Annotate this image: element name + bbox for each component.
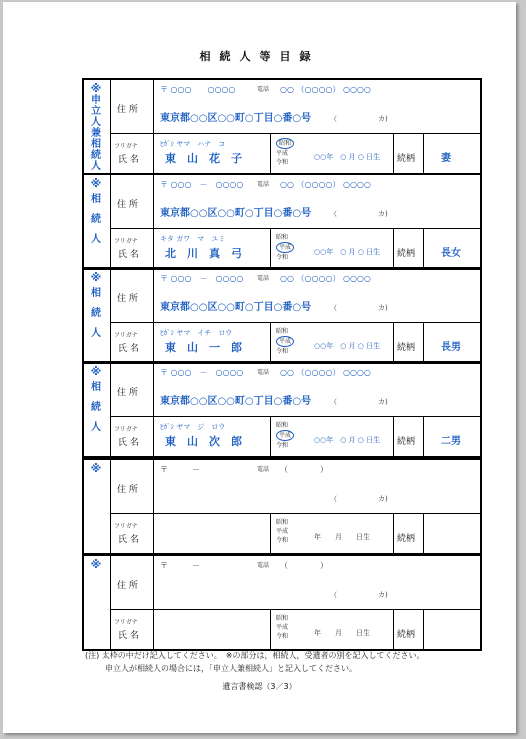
era-showa: 昭和 <box>276 328 289 335</box>
heir-type-cell <box>82 458 110 553</box>
seal-mark: カ) <box>378 591 388 599</box>
furigana-value: ﾋｶﾞｼ ヤマ ジ ロウ <box>160 423 226 431</box>
heir-entry <box>82 78 482 173</box>
asterisk-mark: ※ <box>90 365 102 378</box>
table-border-right <box>480 554 482 651</box>
furigana-label: フリガナ <box>114 143 138 150</box>
rule-relation-left <box>393 133 394 173</box>
table-border-top <box>82 554 482 556</box>
postal-code: 〒 － <box>160 465 200 474</box>
table-border-right <box>480 78 482 175</box>
birth-date: 年 月 日生 <box>314 629 370 637</box>
heir-entry <box>82 458 482 553</box>
rule-era <box>270 228 271 268</box>
rule-relation-left <box>393 609 394 649</box>
birth-date: ○○年 ○ 月 ○ 日生 <box>314 248 381 256</box>
postal-code: 〒 ○○○ － ○○○○ <box>160 368 244 377</box>
furigana-value: ﾋｶﾞｼ ヤマ ハナ コ <box>160 140 226 148</box>
table-border-top <box>82 78 482 80</box>
rule-label <box>153 458 154 553</box>
name-label: 氏 名 <box>118 155 139 165</box>
furigana-label: フリガナ <box>114 523 138 530</box>
table-border-right <box>480 173 482 270</box>
postal-code: 〒 ○○○ － ○○○○ <box>160 274 244 283</box>
seal-mark: カ) <box>378 304 388 312</box>
heir-type-text: 相 続 人 <box>91 288 101 339</box>
relation-value: 長女 <box>441 248 461 259</box>
phone-number: （ ） <box>280 465 328 474</box>
note-line-2: 申立人が相続人の場合には，「申立人兼相続人」と記入してください。 <box>105 664 357 673</box>
name-label: 氏 名 <box>118 250 139 260</box>
era-reiwa: 令和 <box>276 537 289 544</box>
furigana-value: ﾋｶﾞｼ ヤマ イチ ロウ <box>160 329 233 337</box>
table-border-top <box>82 458 482 460</box>
rule-side <box>110 78 111 173</box>
rule-label <box>153 78 154 173</box>
rule-row <box>110 322 482 323</box>
rule-side <box>110 267 111 362</box>
name-value: 東 山 花 子 <box>165 152 242 165</box>
birth-date: ○○年 ○ 月 ○ 日生 <box>314 342 381 350</box>
era-options <box>276 138 294 167</box>
era-reiwa: 令和 <box>276 254 289 261</box>
era-reiwa: 令和 <box>276 633 289 640</box>
era-options <box>276 518 288 545</box>
seal-mark: カ) <box>378 495 388 503</box>
table-border-right <box>480 361 482 458</box>
table-border-right <box>480 458 482 555</box>
asterisk-mark: ※ <box>90 462 102 475</box>
asterisk-mark: ※ <box>90 271 102 284</box>
relation-label: 続柄 <box>397 534 416 544</box>
rule-era <box>270 609 271 649</box>
rule-era <box>270 133 271 173</box>
document-page <box>3 2 516 733</box>
phone-label: 電話 <box>257 181 270 188</box>
asterisk-mark: ※ <box>90 558 102 571</box>
phone-label: 電話 <box>257 86 270 93</box>
era-showa: 昭和 <box>276 422 289 429</box>
era-heisei: 平成 <box>276 430 294 441</box>
relation-label: 続柄 <box>397 343 416 353</box>
rule-relation-right <box>423 133 424 173</box>
rule-relation-left <box>393 228 394 268</box>
phone-label: 電話 <box>257 562 270 569</box>
era-heisei: 平成 <box>276 528 289 535</box>
rule-side <box>110 554 111 649</box>
phone-label: 電話 <box>257 369 270 376</box>
era-heisei: 平成 <box>276 150 289 157</box>
name-label: 氏 名 <box>118 631 139 641</box>
table-border-top <box>82 361 482 363</box>
phone-number: ○○ （○○○○） ○○○○ <box>280 368 371 377</box>
rule-label <box>153 267 154 362</box>
heir-type-text: 相 続 人 <box>91 382 101 433</box>
address-label: 住 所 <box>117 485 138 495</box>
rule-era <box>270 513 271 553</box>
era-reiwa: 令和 <box>276 159 289 166</box>
rule-row <box>110 228 482 229</box>
rule-relation-right <box>423 322 424 362</box>
rule-label <box>153 173 154 268</box>
rule-relation-left <box>393 513 394 553</box>
postal-code: 〒 － <box>160 561 200 570</box>
heir-type-cell <box>82 173 110 268</box>
seal-bracket: （ <box>330 591 337 599</box>
era-options <box>276 327 294 356</box>
phone-number: （ ） <box>280 561 328 570</box>
heir-entry <box>82 554 482 649</box>
phone-number: ○○ （○○○○） ○○○○ <box>280 274 371 283</box>
postal-code: 〒 ○○○ － ○○○○ <box>160 180 244 189</box>
name-label: 氏 名 <box>118 344 139 354</box>
heir-type-text: 申 立 人 兼 相 続 人 <box>91 95 101 172</box>
era-heisei: 平成 <box>276 336 294 347</box>
name-label: 氏 名 <box>118 535 139 545</box>
birth-date: ○○年 ○ 月 ○ 日生 <box>314 153 381 161</box>
rule-label <box>153 361 154 456</box>
era-options <box>276 614 288 641</box>
rule-label <box>153 554 154 649</box>
seal-mark: カ) <box>378 398 388 406</box>
era-showa: 昭和 <box>276 519 289 526</box>
relation-value: 長男 <box>441 342 461 353</box>
seal-bracket: （ <box>330 398 337 406</box>
address-value: 東京都○○区○○町○丁目○番○号 <box>160 302 312 313</box>
seal-bracket: （ <box>330 115 337 123</box>
rule-relation-right <box>423 228 424 268</box>
note-line-1: (注) 太枠の中だけ記入してください。 ※の部分は，相続人，受遺者の別を記入してください。 <box>85 651 425 660</box>
relation-label: 続柄 <box>397 249 416 259</box>
asterisk-mark: ※ <box>90 82 102 95</box>
seal-bracket: （ <box>330 210 337 218</box>
era-showa: 昭和 <box>276 234 289 241</box>
era-options <box>276 233 294 262</box>
heir-type-cell <box>82 554 110 649</box>
rule-row <box>110 416 482 417</box>
rule-row <box>110 513 482 514</box>
seal-mark: カ) <box>378 115 388 123</box>
address-label: 住 所 <box>117 105 138 115</box>
era-reiwa: 令和 <box>276 348 289 355</box>
furigana-label: フリガナ <box>114 619 138 626</box>
birth-date: ○○年 ○ 月 ○ 日生 <box>314 436 381 444</box>
rule-side <box>110 458 111 553</box>
phone-label: 電話 <box>257 275 270 282</box>
relation-label: 続柄 <box>397 437 416 447</box>
seal-bracket: （ <box>330 495 337 503</box>
name-value: 北 川 真 弓 <box>165 247 242 260</box>
table-border-top <box>82 267 482 269</box>
rule-era <box>270 322 271 362</box>
name-value: 東 山 次 郎 <box>165 435 242 448</box>
era-showa: 昭和 <box>276 138 294 149</box>
heir-entry <box>82 267 482 362</box>
furigana-value: キタ ガワ マ ユミ <box>160 235 226 243</box>
rule-relation-left <box>393 416 394 456</box>
rule-side <box>110 361 111 456</box>
rule-relation-right <box>423 609 424 649</box>
address-label: 住 所 <box>117 581 138 591</box>
relation-label: 続柄 <box>397 154 416 164</box>
address-label: 住 所 <box>117 294 138 304</box>
era-heisei: 平成 <box>276 242 294 253</box>
era-heisei: 平成 <box>276 624 289 631</box>
relation-label: 続柄 <box>397 630 416 640</box>
heir-type-cell <box>82 78 110 173</box>
address-value: 東京都○○区○○町○丁目○番○号 <box>160 396 312 407</box>
heir-type-cell <box>82 361 110 456</box>
name-value: 東 山 一 郎 <box>165 341 242 354</box>
table-border-top <box>82 173 482 175</box>
rule-relation-right <box>423 513 424 553</box>
asterisk-mark: ※ <box>90 177 102 190</box>
address-label: 住 所 <box>117 200 138 210</box>
birth-date: 年 月 日生 <box>314 533 370 541</box>
relation-value: 二男 <box>441 436 461 447</box>
table-border-right <box>480 267 482 364</box>
address-value: 東京都○○区○○町○丁目○番○号 <box>160 113 312 124</box>
phone-label: 電話 <box>257 466 270 473</box>
seal-mark: カ) <box>378 210 388 218</box>
era-showa: 昭和 <box>276 615 289 622</box>
heir-type-cell <box>82 267 110 362</box>
page-footer: 遺言書検認（3／3） <box>222 682 297 691</box>
era-options <box>276 421 294 450</box>
era-reiwa: 令和 <box>276 442 289 449</box>
rule-row <box>110 609 482 610</box>
phone-number: ○○ （○○○○） ○○○○ <box>280 85 371 94</box>
rule-era <box>270 416 271 456</box>
relation-value: 妻 <box>441 153 451 164</box>
heir-type-text: 相 続 人 <box>91 194 101 245</box>
seal-bracket: （ <box>330 304 337 312</box>
heir-entry <box>82 361 482 456</box>
address-label: 住 所 <box>117 388 138 398</box>
name-label: 氏 名 <box>118 438 139 448</box>
furigana-label: フリガナ <box>114 238 138 245</box>
phone-number: ○○ （○○○○） ○○○○ <box>280 180 371 189</box>
rule-relation-left <box>393 322 394 362</box>
postal-code: 〒 ○○○ ○○○○ <box>160 85 236 94</box>
rule-side <box>110 173 111 268</box>
furigana-label: フリガナ <box>114 332 138 339</box>
heir-entry <box>82 173 482 268</box>
document-title: 相続人等目録 <box>199 50 320 63</box>
address-value: 東京都○○区○○町○丁目○番○号 <box>160 208 312 219</box>
rule-row <box>110 133 482 134</box>
furigana-label: フリガナ <box>114 426 138 433</box>
rule-relation-right <box>423 416 424 456</box>
